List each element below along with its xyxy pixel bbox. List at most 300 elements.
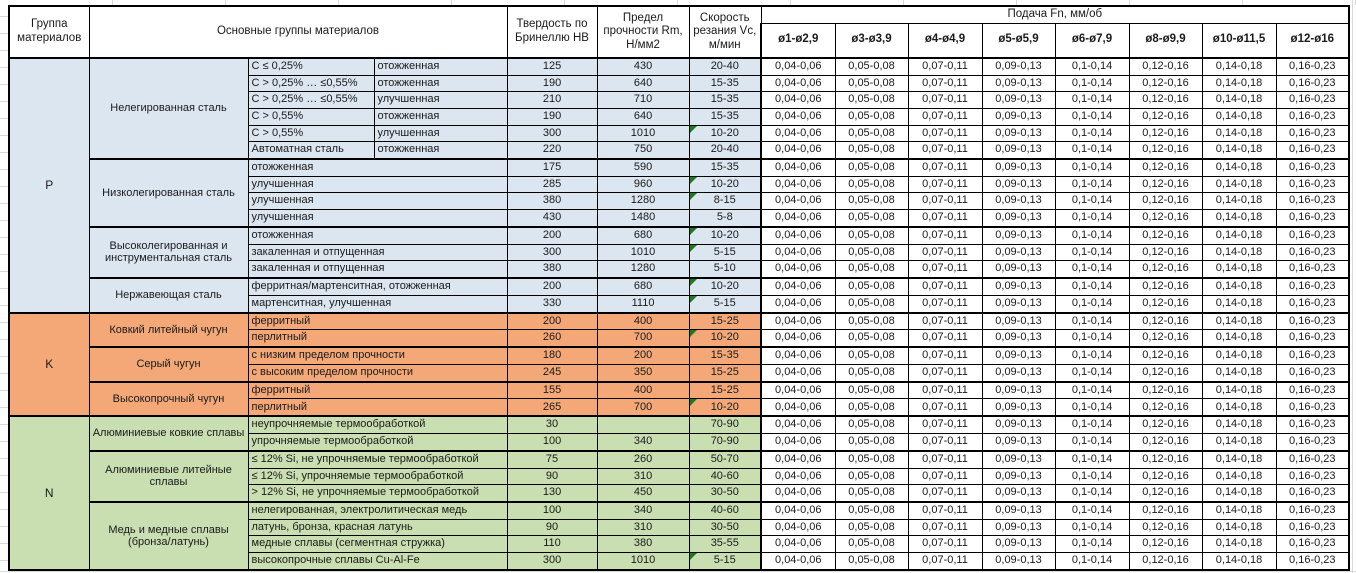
feed-cell: 0,16-0,23 (1276, 433, 1349, 450)
rm-cell: 1110 (597, 295, 689, 312)
feed-cell: 0,05-0,08 (835, 109, 908, 126)
feed-cell: 0,16-0,23 (1276, 382, 1349, 399)
feed-cell: 0,05-0,08 (835, 193, 908, 210)
feed-cell: 0,05-0,08 (835, 227, 908, 244)
vc-cell: 15-35 (689, 75, 761, 92)
hb-cell: 430 (507, 210, 597, 227)
feed-cell: 0,05-0,08 (835, 399, 908, 416)
rm-cell: 700 (597, 399, 689, 416)
feed-cell: 0,14-0,18 (1202, 92, 1276, 109)
feed-cell: 0,1-0,14 (1055, 244, 1129, 261)
hb-cell: 180 (507, 347, 597, 364)
feed-cell: 0,05-0,08 (835, 364, 908, 381)
vc-cell: 15-25 (689, 382, 761, 399)
feed-cell: 0,12-0,16 (1129, 176, 1202, 193)
rm-cell: 1010 (597, 552, 689, 570)
feed-cell: 0,16-0,23 (1276, 176, 1349, 193)
feed-cell: 0,1-0,14 (1055, 227, 1129, 244)
feed-cell: 0,12-0,16 (1129, 193, 1202, 210)
feed-cell: 0,12-0,16 (1129, 468, 1202, 485)
feed-cell: 0,1-0,14 (1055, 382, 1129, 399)
feed-cell: 0,1-0,14 (1055, 502, 1129, 519)
subgroup-cell: Высоколегированная и инструментальная сталь (89, 227, 248, 278)
feed-cell: 0,04-0,06 (761, 159, 835, 176)
header-brinell-hardness: Твердость по Бринеллю HB (507, 6, 597, 58)
rm-cell: 640 (597, 109, 689, 126)
feed-cell: 0,12-0,16 (1129, 313, 1202, 330)
header-feed: Подача Fn, мм/об (761, 6, 1349, 23)
table-row (9, 58, 1349, 75)
feed-cell: 0,04-0,06 (761, 502, 835, 519)
feed-cell: 0,05-0,08 (835, 347, 908, 364)
feed-cell: 0,07-0,11 (908, 244, 982, 261)
treatment-cell: отожженная (374, 142, 507, 159)
feed-cell: 0,05-0,08 (835, 159, 908, 176)
header-diameter-6: ø8-ø9,9 (1129, 23, 1202, 58)
feed-cell: 0,04-0,06 (761, 485, 835, 502)
feed-cell: 0,16-0,23 (1276, 519, 1349, 536)
condition-cell: закаленная и отпущенная (248, 244, 507, 261)
feed-cell: 0,05-0,08 (835, 416, 908, 433)
table-header (9, 6, 1349, 58)
feed-cell: 0,05-0,08 (835, 176, 908, 193)
table-row (9, 227, 1349, 244)
feed-cell: 0,14-0,18 (1202, 109, 1276, 126)
subgroup-cell: Серый чугун (89, 347, 248, 382)
feed-cell: 0,1-0,14 (1055, 364, 1129, 381)
feed-cell: 0,1-0,14 (1055, 193, 1129, 210)
feed-cell: 0,14-0,18 (1202, 451, 1276, 468)
rm-cell: 400 (597, 313, 689, 330)
feed-cell: 0,1-0,14 (1055, 399, 1129, 416)
feed-cell: 0,16-0,23 (1276, 261, 1349, 278)
feed-cell: 0,05-0,08 (835, 451, 908, 468)
feed-cell: 0,09-0,13 (982, 382, 1055, 399)
rm-cell: 750 (597, 142, 689, 159)
feed-cell: 0,07-0,11 (908, 227, 982, 244)
table-row (9, 382, 1349, 399)
rm-cell: 450 (597, 485, 689, 502)
feed-cell: 0,16-0,23 (1276, 485, 1349, 502)
subgroup-cell: Алюминиевые ковкие сплавы (89, 416, 248, 451)
hb-cell: 125 (507, 58, 597, 75)
feed-cell: 0,1-0,14 (1055, 75, 1129, 92)
hb-cell: 300 (507, 552, 597, 570)
table-body (9, 58, 1349, 570)
vc-cell: 15-35 (689, 109, 761, 126)
condition-cell: C > 0,25% … ≤0,55% (248, 75, 374, 92)
header-row-top (9, 6, 1349, 23)
table-row (9, 159, 1349, 176)
feed-cell: 0,07-0,11 (908, 261, 982, 278)
feed-cell: 0,14-0,18 (1202, 159, 1276, 176)
feed-cell: 0,12-0,16 (1129, 451, 1202, 468)
hb-cell: 155 (507, 382, 597, 399)
feed-cell: 0,09-0,13 (982, 278, 1055, 295)
feed-cell: 0,12-0,16 (1129, 278, 1202, 295)
vc-cell: 15-35 (689, 347, 761, 364)
rm-cell: 310 (597, 468, 689, 485)
feed-cell: 0,04-0,06 (761, 313, 835, 330)
cutting-parameters-table (8, 5, 1350, 571)
vc-cell: 70-90 (689, 433, 761, 450)
feed-cell: 0,05-0,08 (835, 382, 908, 399)
feed-cell: 0,12-0,16 (1129, 159, 1202, 176)
hb-cell: 100 (507, 433, 597, 450)
vc-cell: 5-15 (689, 552, 761, 570)
vc-cell: 10-20 (689, 399, 761, 416)
condition-cell: ≤ 12% Si, не упрочняемые термообработкой (248, 451, 507, 468)
feed-cell: 0,05-0,08 (835, 468, 908, 485)
feed-cell: 0,14-0,18 (1202, 261, 1276, 278)
feed-cell: 0,14-0,18 (1202, 125, 1276, 142)
subgroup-cell: Медь и медные сплавы (бронза/латунь) (89, 502, 248, 570)
feed-cell: 0,05-0,08 (835, 278, 908, 295)
feed-cell: 0,04-0,06 (761, 519, 835, 536)
feed-cell: 0,04-0,06 (761, 451, 835, 468)
header-diameter-3: ø4-ø4,9 (908, 23, 982, 58)
vc-cell: 15-35 (689, 92, 761, 109)
feed-cell: 0,04-0,06 (761, 382, 835, 399)
vc-cell: 10-20 (689, 125, 761, 142)
feed-cell: 0,04-0,06 (761, 536, 835, 553)
hb-cell: 100 (507, 502, 597, 519)
feed-cell: 0,14-0,18 (1202, 210, 1276, 227)
feed-cell: 0,04-0,06 (761, 399, 835, 416)
feed-cell: 0,07-0,11 (908, 502, 982, 519)
condition-cell: C > 0,25% … ≤0,55% (248, 92, 374, 109)
condition-cell: медные сплавы (сегментная стружка) (248, 536, 507, 553)
feed-cell: 0,16-0,23 (1276, 125, 1349, 142)
hb-cell: 300 (507, 125, 597, 142)
feed-cell: 0,14-0,18 (1202, 295, 1276, 312)
feed-cell: 0,12-0,16 (1129, 502, 1202, 519)
vc-cell: 5-10 (689, 261, 761, 278)
feed-cell: 0,09-0,13 (982, 227, 1055, 244)
feed-cell: 0,09-0,13 (982, 295, 1055, 312)
feed-cell: 0,1-0,14 (1055, 92, 1129, 109)
condition-cell: C > 0,55% (248, 109, 374, 126)
feed-cell: 0,1-0,14 (1055, 468, 1129, 485)
hb-cell: 330 (507, 295, 597, 312)
feed-cell: 0,14-0,18 (1202, 433, 1276, 450)
rm-cell: 710 (597, 92, 689, 109)
vc-cell: 30-50 (689, 485, 761, 502)
condition-cell: отожженная (248, 159, 507, 176)
vc-cell: 10-20 (689, 278, 761, 295)
feed-cell: 0,09-0,13 (982, 364, 1055, 381)
feed-cell: 0,07-0,11 (908, 416, 982, 433)
feed-cell: 0,16-0,23 (1276, 92, 1349, 109)
feed-cell: 0,12-0,16 (1129, 75, 1202, 92)
hb-cell: 110 (507, 536, 597, 553)
feed-cell: 0,09-0,13 (982, 159, 1055, 176)
feed-cell: 0,07-0,11 (908, 75, 982, 92)
feed-cell: 0,12-0,16 (1129, 142, 1202, 159)
hb-cell: 200 (507, 278, 597, 295)
condition-cell: C > 0,55% (248, 125, 374, 142)
feed-cell: 0,05-0,08 (835, 244, 908, 261)
feed-cell: 0,04-0,06 (761, 75, 835, 92)
vc-cell: 35-55 (689, 536, 761, 553)
condition-cell: мартенситная, улучшенная (248, 295, 507, 312)
feed-cell: 0,16-0,23 (1276, 227, 1349, 244)
condition-cell: ферритная/мартенситная, отожженная (248, 278, 507, 295)
vc-cell: 15-35 (689, 159, 761, 176)
table-row (9, 313, 1349, 330)
feed-cell: 0,09-0,13 (982, 261, 1055, 278)
header-diameter-4: ø5-ø5,9 (982, 23, 1055, 58)
feed-cell: 0,04-0,06 (761, 109, 835, 126)
feed-cell: 0,12-0,16 (1129, 261, 1202, 278)
rm-cell: 430 (597, 58, 689, 75)
feed-cell: 0,05-0,08 (835, 536, 908, 553)
feed-cell: 0,12-0,16 (1129, 382, 1202, 399)
feed-cell: 0,09-0,13 (982, 536, 1055, 553)
feed-cell: 0,16-0,23 (1276, 399, 1349, 416)
feed-cell: 0,12-0,16 (1129, 295, 1202, 312)
condition-cell: перлитный (248, 399, 507, 416)
feed-cell: 0,14-0,18 (1202, 382, 1276, 399)
feed-cell: 0,16-0,23 (1276, 58, 1349, 75)
feed-cell: 0,16-0,23 (1276, 244, 1349, 261)
condition-cell: ферритный (248, 382, 507, 399)
subgroup-cell: Нелегированная сталь (89, 58, 248, 159)
feed-cell: 0,14-0,18 (1202, 552, 1276, 570)
header-tensile-strength: Предел прочности Rm, Н/мм2 (597, 6, 689, 58)
vc-cell: 70-90 (689, 416, 761, 433)
feed-cell: 0,04-0,06 (761, 244, 835, 261)
feed-cell: 0,04-0,06 (761, 210, 835, 227)
table-row (9, 347, 1349, 364)
feed-cell: 0,09-0,13 (982, 125, 1055, 142)
header-material-group: Группа материалов (9, 6, 89, 58)
hb-cell: 175 (507, 159, 597, 176)
subgroup-cell: Алюминиевые литейные сплавы (89, 451, 248, 502)
feed-cell: 0,07-0,11 (908, 536, 982, 553)
feed-cell: 0,04-0,06 (761, 261, 835, 278)
feed-cell: 0,07-0,11 (908, 382, 982, 399)
rm-cell (597, 416, 689, 433)
feed-cell: 0,07-0,11 (908, 433, 982, 450)
feed-cell: 0,1-0,14 (1055, 142, 1129, 159)
feed-cell: 0,04-0,06 (761, 58, 835, 75)
vc-cell: 50-70 (689, 451, 761, 468)
condition-cell: ферритный (248, 313, 507, 330)
feed-cell: 0,09-0,13 (982, 519, 1055, 536)
feed-cell: 0,07-0,11 (908, 159, 982, 176)
feed-cell: 0,1-0,14 (1055, 109, 1129, 126)
vc-cell: 10-20 (689, 330, 761, 347)
feed-cell: 0,09-0,13 (982, 210, 1055, 227)
feed-cell: 0,12-0,16 (1129, 519, 1202, 536)
vc-cell: 5-8 (689, 210, 761, 227)
feed-cell: 0,14-0,18 (1202, 536, 1276, 553)
rm-cell: 380 (597, 536, 689, 553)
feed-cell: 0,16-0,23 (1276, 347, 1349, 364)
feed-cell: 0,1-0,14 (1055, 295, 1129, 312)
feed-cell: 0,14-0,18 (1202, 58, 1276, 75)
feed-cell: 0,16-0,23 (1276, 330, 1349, 347)
feed-cell: 0,16-0,23 (1276, 416, 1349, 433)
rm-cell: 680 (597, 278, 689, 295)
treatment-cell: улучшенная (374, 92, 507, 109)
feed-cell: 0,04-0,06 (761, 330, 835, 347)
feed-cell: 0,14-0,18 (1202, 193, 1276, 210)
feed-cell: 0,1-0,14 (1055, 313, 1129, 330)
feed-cell: 0,09-0,13 (982, 552, 1055, 570)
rm-cell: 680 (597, 227, 689, 244)
feed-cell: 0,16-0,23 (1276, 552, 1349, 570)
condition-cell: неупрочняемые термообработкой (248, 416, 507, 433)
feed-cell: 0,09-0,13 (982, 485, 1055, 502)
feed-cell: 0,09-0,13 (982, 75, 1055, 92)
feed-cell: 0,12-0,16 (1129, 416, 1202, 433)
hb-cell: 190 (507, 109, 597, 126)
feed-cell: 0,05-0,08 (835, 125, 908, 142)
feed-cell: 0,09-0,13 (982, 330, 1055, 347)
vc-cell: 40-60 (689, 468, 761, 485)
feed-cell: 0,14-0,18 (1202, 519, 1276, 536)
feed-cell: 0,14-0,18 (1202, 364, 1276, 381)
feed-cell: 0,05-0,08 (835, 75, 908, 92)
feed-cell: 0,14-0,18 (1202, 347, 1276, 364)
subgroup-cell: Низколегированная сталь (89, 159, 248, 227)
feed-cell: 0,05-0,08 (835, 295, 908, 312)
group-cell: K (9, 313, 89, 417)
feed-cell: 0,12-0,16 (1129, 552, 1202, 570)
rm-cell: 200 (597, 347, 689, 364)
feed-cell: 0,07-0,11 (908, 176, 982, 193)
feed-cell: 0,16-0,23 (1276, 468, 1349, 485)
vc-cell: 20-40 (689, 58, 761, 75)
feed-cell: 0,16-0,23 (1276, 142, 1349, 159)
feed-cell: 0,14-0,18 (1202, 176, 1276, 193)
hb-cell: 190 (507, 75, 597, 92)
rm-cell: 310 (597, 519, 689, 536)
feed-cell: 0,07-0,11 (908, 485, 982, 502)
feed-cell: 0,04-0,06 (761, 295, 835, 312)
hb-cell: 200 (507, 313, 597, 330)
feed-cell: 0,07-0,11 (908, 193, 982, 210)
header-diameter-7: ø10-ø11,5 (1202, 23, 1276, 58)
feed-cell: 0,1-0,14 (1055, 261, 1129, 278)
table-row (9, 451, 1349, 468)
hb-cell: 300 (507, 244, 597, 261)
feed-cell: 0,04-0,06 (761, 227, 835, 244)
condition-cell: улучшенная (248, 176, 507, 193)
feed-cell: 0,1-0,14 (1055, 536, 1129, 553)
feed-cell: 0,1-0,14 (1055, 416, 1129, 433)
condition-cell: ≤ 12% Si, упрочняемые термообработкой (248, 468, 507, 485)
rm-cell: 700 (597, 330, 689, 347)
feed-cell: 0,07-0,11 (908, 313, 982, 330)
feed-cell: 0,16-0,23 (1276, 75, 1349, 92)
condition-cell: с низким пределом прочности (248, 347, 507, 364)
feed-cell: 0,16-0,23 (1276, 536, 1349, 553)
feed-cell: 0,1-0,14 (1055, 433, 1129, 450)
feed-cell: 0,09-0,13 (982, 433, 1055, 450)
condition-cell: улучшенная (248, 210, 507, 227)
group-cell: P (9, 58, 89, 313)
feed-cell: 0,14-0,18 (1202, 330, 1276, 347)
feed-cell: 0,09-0,13 (982, 58, 1055, 75)
treatment-cell: улучшенная (374, 125, 507, 142)
feed-cell: 0,1-0,14 (1055, 210, 1129, 227)
rm-cell: 960 (597, 176, 689, 193)
feed-cell: 0,1-0,14 (1055, 176, 1129, 193)
feed-cell: 0,05-0,08 (835, 313, 908, 330)
condition-cell: высокопрочные сплавы Cu-Al-Fe (248, 552, 507, 570)
feed-cell: 0,12-0,16 (1129, 210, 1202, 227)
feed-cell: 0,14-0,18 (1202, 278, 1276, 295)
hb-cell: 75 (507, 451, 597, 468)
header-diameter-5: ø6-ø7,9 (1055, 23, 1129, 58)
condition-cell: перлитный (248, 330, 507, 347)
gridline-right-margin (1352, 0, 1353, 573)
hb-cell: 380 (507, 261, 597, 278)
hb-cell: 130 (507, 485, 597, 502)
feed-cell: 0,05-0,08 (835, 142, 908, 159)
condition-cell: с высоким пределом прочности (248, 364, 507, 381)
vc-cell: 10-20 (689, 227, 761, 244)
feed-cell: 0,12-0,16 (1129, 364, 1202, 381)
vc-cell: 8-15 (689, 193, 761, 210)
feed-cell: 0,07-0,11 (908, 295, 982, 312)
feed-cell: 0,07-0,11 (908, 92, 982, 109)
feed-cell: 0,12-0,16 (1129, 536, 1202, 553)
condition-cell: улучшенная (248, 193, 507, 210)
feed-cell: 0,1-0,14 (1055, 58, 1129, 75)
condition-cell: > 12% Si, не упрочняемые термообработкой (248, 485, 507, 502)
feed-cell: 0,14-0,18 (1202, 416, 1276, 433)
feed-cell: 0,05-0,08 (835, 210, 908, 227)
feed-cell: 0,09-0,13 (982, 142, 1055, 159)
feed-cell: 0,09-0,13 (982, 347, 1055, 364)
feed-cell: 0,09-0,13 (982, 416, 1055, 433)
feed-cell: 0,04-0,06 (761, 278, 835, 295)
feed-cell: 0,07-0,11 (908, 109, 982, 126)
feed-cell: 0,1-0,14 (1055, 125, 1129, 142)
feed-cell: 0,07-0,11 (908, 399, 982, 416)
feed-cell: 0,16-0,23 (1276, 210, 1349, 227)
vc-cell: 15-25 (689, 364, 761, 381)
feed-cell: 0,04-0,06 (761, 347, 835, 364)
treatment-cell: отожженная (374, 58, 507, 75)
treatment-cell: отожженная (374, 109, 507, 126)
feed-cell: 0,05-0,08 (835, 58, 908, 75)
feed-cell: 0,07-0,11 (908, 278, 982, 295)
table-row (9, 502, 1349, 519)
condition-cell: закаленная и отпущенная (248, 261, 507, 278)
feed-cell: 0,09-0,13 (982, 193, 1055, 210)
feed-cell: 0,12-0,16 (1129, 433, 1202, 450)
hb-cell: 285 (507, 176, 597, 193)
feed-cell: 0,16-0,23 (1276, 159, 1349, 176)
feed-cell: 0,09-0,13 (982, 176, 1055, 193)
feed-cell: 0,04-0,06 (761, 193, 835, 210)
feed-cell: 0,07-0,11 (908, 330, 982, 347)
gridline-left-margin (0, 0, 8, 573)
feed-cell: 0,12-0,16 (1129, 109, 1202, 126)
subgroup-cell: Высокопрочный чугун (89, 382, 248, 417)
feed-cell: 0,12-0,16 (1129, 58, 1202, 75)
header-cutting-speed: Скорость резания Vc, м/мин (689, 6, 761, 58)
feed-cell: 0,09-0,13 (982, 109, 1055, 126)
feed-cell: 0,16-0,23 (1276, 109, 1349, 126)
vc-cell: 15-25 (689, 313, 761, 330)
feed-cell: 0,16-0,23 (1276, 193, 1349, 210)
